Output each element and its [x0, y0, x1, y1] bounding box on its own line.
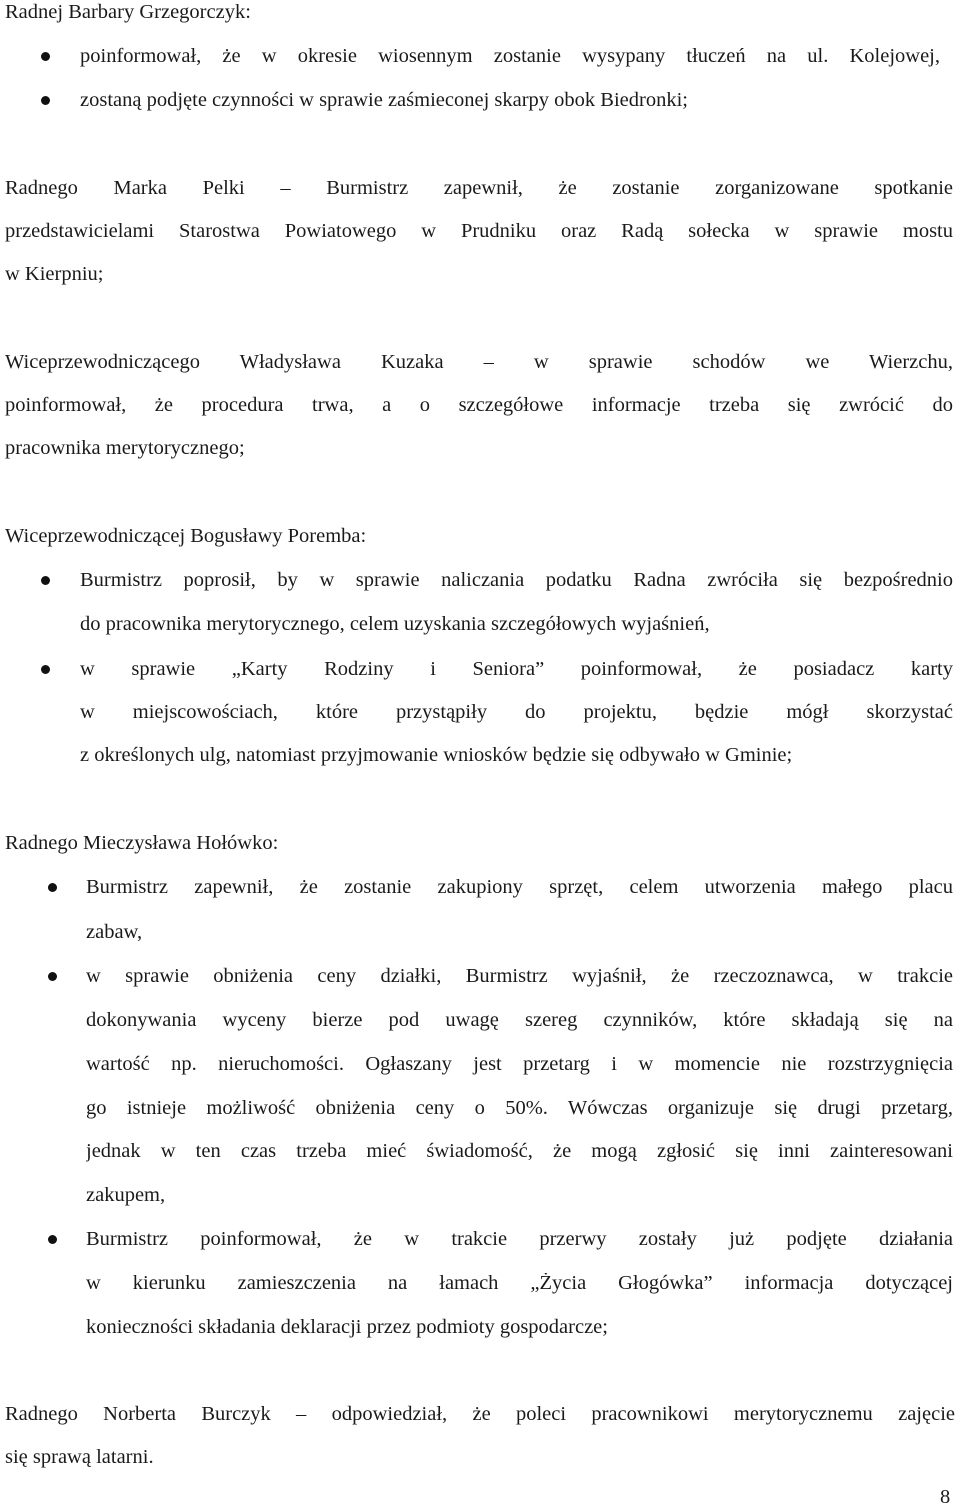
paragraph-line: poinformował, że procedura trwa, a o szczegółowe informacje trzeba się zwrócić do — [5, 395, 953, 416]
section-heading: Radnego Mieczysława Hołówko: — [5, 832, 279, 854]
page-number: 8 — [940, 1486, 951, 1508]
bullet-line: z określonych ulg, natomiast przyjmowanie wniosków będzie się odbywało w Gminie; — [80, 744, 793, 766]
bullet-dot — [48, 1235, 57, 1244]
bullet-line: w miejscowościach, które przystąpiły do projektu, będzie mógł skorzystać — [80, 702, 953, 723]
paragraph-line: się sprawą latarni. — [5, 1446, 154, 1468]
bullet-line: zakupem, — [86, 1184, 166, 1206]
bullet-line: Burmistrz poinformował, że w trakcie przerwy zostały już podjęte działania — [86, 1229, 953, 1250]
bullet-line: wartość np. nieruchomości. Ogłaszany jest przetarg i w momencie nie rozstrzygnięcia — [86, 1054, 953, 1075]
bullet-line: w sprawie obniżenia ceny działki, Burmistrz wyjaśnił, że rzeczoznawca, w trakcie — [86, 966, 953, 987]
section-heading: Radnej Barbary Grzegorczyk: — [5, 1, 251, 23]
paragraph-line: pracownika merytorycznego; — [5, 437, 245, 459]
bullet-dot — [41, 96, 50, 105]
bullet-line: jednak w ten czas trzeba mieć świadomość, że mogą zgłosić się inni zainteresowani — [86, 1141, 953, 1162]
section-heading: Wiceprzewodniczącej Bogusławy Poremba: — [5, 525, 367, 547]
bullet-line: w sprawie „Karty Rodziny i Seniora” poinformował, że posiadacz karty — [80, 659, 953, 680]
bullet-line: poinformował, że w okresie wiosennym zostanie wysypany tłuczeń na ul. Kolejowej, — [80, 46, 940, 67]
paragraph-line: w Kierpniu; — [5, 263, 104, 285]
bullet-dot — [41, 665, 50, 674]
bullet-line: dokonywania wyceny bierze pod uwagę szereg czynników, które składają się na — [86, 1010, 953, 1031]
bullet-dot — [41, 576, 50, 585]
paragraph-line: Wiceprzewodniczącego Władysława Kuzaka – w sprawie schodów we Wierzchu, — [5, 352, 953, 373]
bullet-line: Burmistrz zapewnił, że zostanie zakupiony sprzęt, celem utworzenia małego placu — [86, 877, 953, 898]
bullet-line: zostaną podjęte czynności w sprawie zaśmieconej skarpy obok Biedronki; — [80, 89, 688, 111]
bullet-line: w kierunku zamieszczenia na łamach „Życia Głogówka” informacja dotyczącej — [86, 1273, 953, 1294]
bullet-dot — [41, 52, 50, 61]
paragraph-line: Radnego Norberta Burczyk – odpowiedział, że poleci pracownikowi merytorycznemu zajęcie — [5, 1404, 955, 1425]
bullet-line: go istnieje możliwość obniżenia ceny o 50%. Wówczas organizuje się drugi przetarg, — [86, 1098, 953, 1119]
bullet-line: do pracownika merytorycznego, celem uzyskania szczegółowych wyjaśnień, — [80, 613, 710, 635]
bullet-line: zabaw, — [86, 921, 143, 943]
bullet-dot — [48, 972, 57, 981]
bullet-dot — [48, 883, 57, 892]
bullet-line: Burmistrz poprosił, by w sprawie naliczania podatku Radna zwróciła się bezpośrednio — [80, 570, 953, 591]
bullet-line: konieczności składania deklaracji przez podmioty gospodarcze; — [86, 1316, 608, 1338]
paragraph-line: Radnego Marka Pelki – Burmistrz zapewnił, że zostanie zorganizowane spotkanie — [5, 178, 953, 199]
paragraph-line: przedstawicielami Starostwa Powiatowego w Prudniku oraz Radą sołecka w sprawie mostu — [5, 221, 953, 242]
